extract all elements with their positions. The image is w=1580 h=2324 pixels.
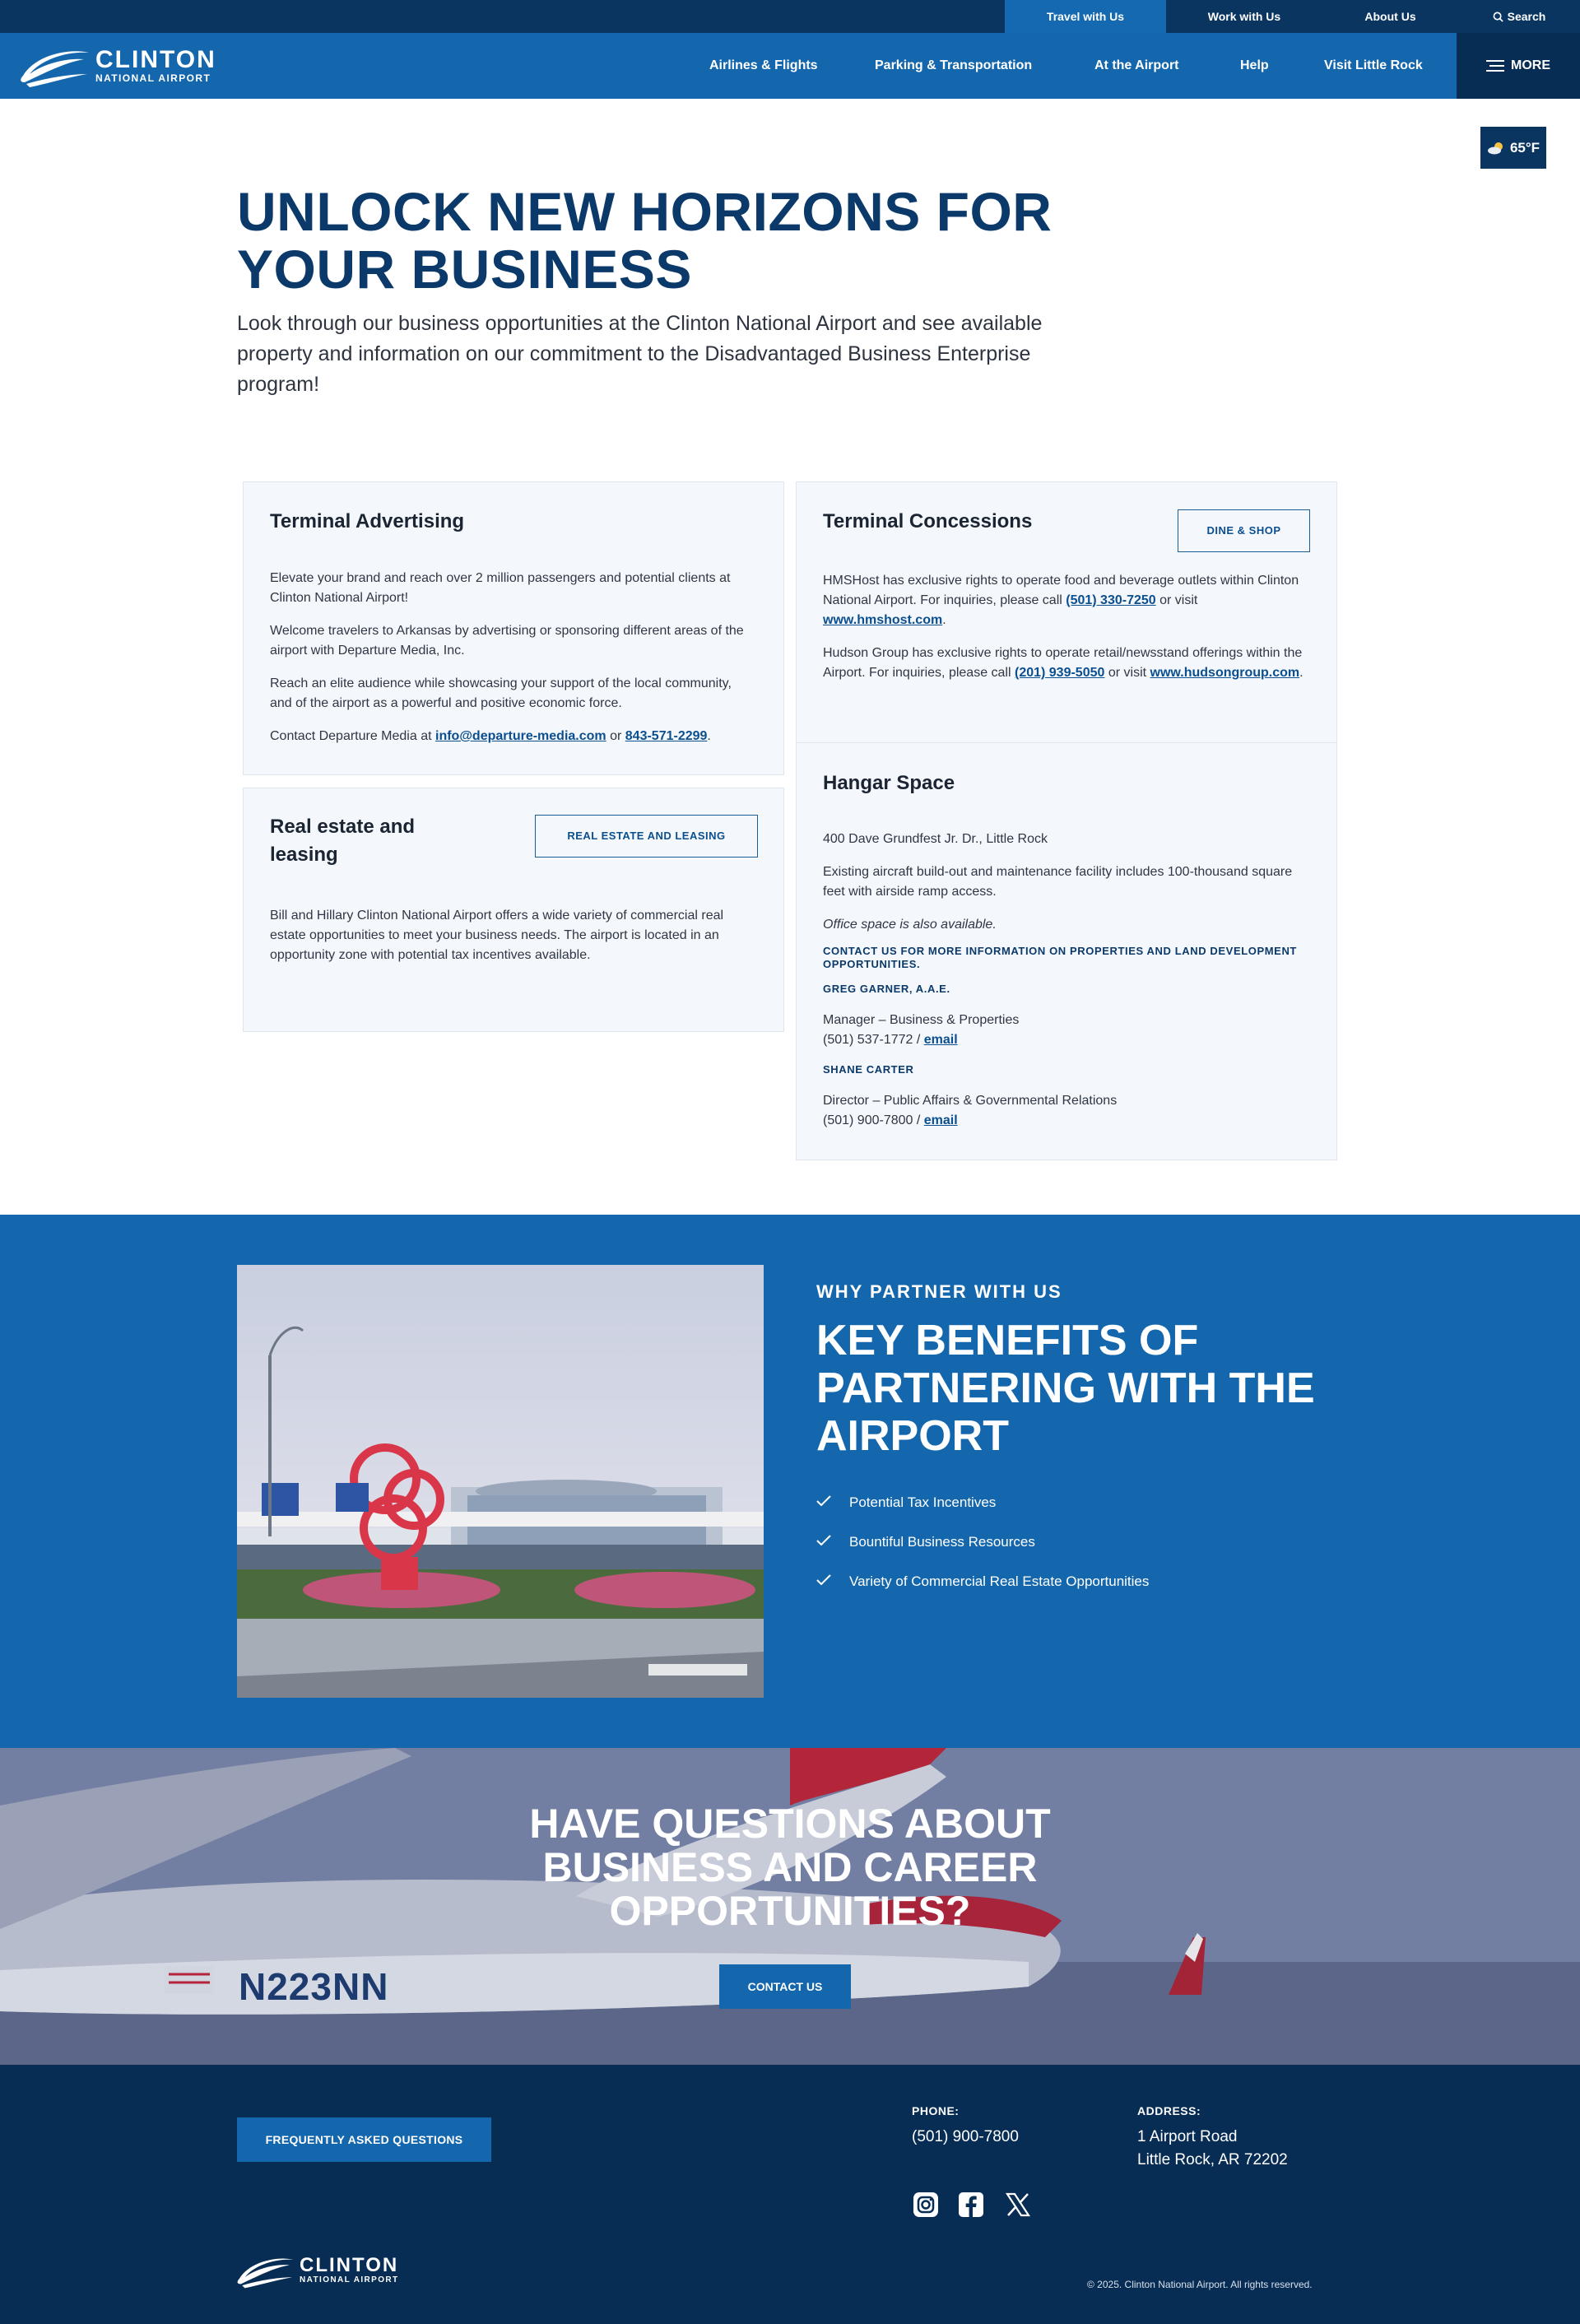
hmshost-text: HMSHost has exclusive rights to operate food and beverage outlets within Clinton National Airport. For inquiries, please call bbox=[823, 574, 1299, 607]
airport-logo[interactable] bbox=[18, 41, 216, 91]
departure-media-phone-link[interactable]: 843-571-2299 bbox=[625, 729, 708, 743]
hangar-address: 400 Dave Grundfest Jr. Dr., Little Rock bbox=[823, 832, 1048, 846]
nav-at-the-airport[interactable]: At the Airport bbox=[1094, 58, 1179, 72]
contact2-email-link[interactable]: email bbox=[923, 1113, 958, 1127]
benefits-title: KEY BENEFITS OF PARTNERING WITH THE AIRPORT bbox=[816, 1317, 1315, 1460]
checkmark-icon bbox=[816, 1494, 849, 1511]
contact1-info bbox=[823, 1011, 1317, 1050]
address-label: ADDRESS: bbox=[1137, 2104, 1201, 2117]
real-estate-body: Bill and Hillary Clinton National Airport offers a wide variety of commercial real estate opportunities to meet your business needs. The airport is located in an opportunity zone with potential tax incentives available. bbox=[270, 909, 724, 962]
logo-subname: NATIONAL AIRPORT bbox=[95, 72, 211, 84]
main-navigation bbox=[0, 33, 1580, 99]
benefit-item bbox=[816, 1522, 1149, 1562]
benefit-label: Variety of Commercial Real Estate Opportunities bbox=[849, 1573, 1150, 1589]
hmshost-phone-link[interactable]: (501) 330-7250 bbox=[1066, 593, 1156, 607]
benefit-item bbox=[816, 1562, 1149, 1601]
checkmark-icon bbox=[816, 1534, 849, 1550]
facebook-icon[interactable] bbox=[957, 2191, 985, 2219]
nav-parking-transportation[interactable]: Parking & Transportation bbox=[875, 58, 1033, 72]
page-intro: Look through our business opportunities at the Clinton National Airport and see available property and information on our commitment to the Disadvantaged Business Enterprise program! bbox=[237, 312, 1043, 396]
search-icon bbox=[1493, 12, 1503, 22]
hudson-website-link[interactable]: www.hudsongroup.com bbox=[1150, 666, 1300, 680]
copyright: © 2025. Clinton National Airport. All rights reserved. bbox=[1087, 2279, 1313, 2290]
more-label: MORE bbox=[1511, 58, 1550, 72]
concessions-hudson bbox=[823, 644, 1317, 683]
hmshost-end: . bbox=[942, 613, 946, 627]
contact1-email-link[interactable]: email bbox=[923, 1033, 958, 1047]
benefit-item bbox=[816, 1483, 1149, 1522]
checkmark-icon bbox=[816, 1573, 849, 1590]
more-menu-button[interactable] bbox=[1457, 33, 1580, 99]
benefit-label: Bountiful Business Resources bbox=[849, 1534, 1035, 1550]
terminal-photo bbox=[237, 1265, 764, 1698]
hamburger-icon bbox=[1486, 60, 1504, 72]
advertising-p2: Welcome travelers to Arkansas by advertising or sponsoring different areas of the airport with Departure Media, Inc. bbox=[270, 624, 744, 658]
advertising-p1: Elevate your brand and reach over 2 million passengers and potential clients at Clinton National Airport! bbox=[270, 571, 731, 605]
utility-bar bbox=[0, 0, 1580, 33]
real-estate-leasing-button[interactable]: REAL ESTATE AND LEASING bbox=[535, 815, 758, 858]
weather-temp: 65°F bbox=[1509, 139, 1540, 156]
real-estate-card bbox=[243, 788, 784, 1032]
hangar-office-note: Office space is also available. bbox=[823, 918, 997, 932]
dine-shop-button[interactable]: DINE & SHOP bbox=[1178, 509, 1310, 552]
hudson-end: . bbox=[1299, 666, 1304, 680]
hangar-card bbox=[796, 742, 1337, 1160]
faq-button[interactable]: FREQUENTLY ASKED QUESTIONS bbox=[237, 2117, 491, 2162]
departure-media-email-link[interactable]: info@departure-media.com bbox=[435, 729, 606, 743]
hmshost-website-link[interactable]: www.hmshost.com bbox=[823, 613, 943, 627]
contact2-phone: (501) 900-7800 / bbox=[823, 1113, 924, 1127]
nav-visit-little-rock[interactable]: Visit Little Rock bbox=[1324, 58, 1423, 72]
logo-name: CLINTON bbox=[95, 46, 216, 73]
page-title: UNLOCK NEW HORIZONS FOR YOUR BUSINESS bbox=[237, 181, 1053, 300]
hmshost-or: or visit bbox=[1155, 593, 1198, 607]
concessions-card bbox=[796, 481, 1337, 743]
advertising-contact-or: or bbox=[606, 729, 625, 743]
logo-swoosh-icon bbox=[18, 41, 92, 91]
contact2-info bbox=[823, 1091, 1317, 1131]
contact2-name: SHANE CARTER bbox=[823, 1063, 914, 1076]
hangar-contact-heading: CONTACT US FOR MORE INFORMATION ON PROPERTIES AND LAND DEVELOPMENT OPPORTUNITIES. bbox=[823, 945, 1297, 970]
sun-cloud-icon bbox=[1487, 142, 1505, 155]
nav-help[interactable]: Help bbox=[1240, 58, 1269, 72]
utility-work-link[interactable]: Work with Us bbox=[1207, 10, 1281, 23]
benefit-label: Potential Tax Incentives bbox=[849, 1494, 997, 1510]
concessions-hmshost bbox=[823, 571, 1317, 630]
footer-logo-subname: NATIONAL AIRPORT bbox=[300, 2275, 399, 2284]
weather-badge[interactable] bbox=[1480, 127, 1546, 169]
utility-search-button[interactable] bbox=[1458, 0, 1580, 33]
advertising-card bbox=[243, 481, 784, 775]
utility-travel-link[interactable]: Travel with Us bbox=[1005, 0, 1166, 33]
logo-swoosh-icon bbox=[235, 2250, 296, 2291]
phone-label: PHONE: bbox=[912, 2104, 960, 2117]
footer-phone[interactable]: (501) 900-7800 bbox=[912, 2128, 1019, 2145]
hangar-description: Existing aircraft build-out and maintenance facility includes 100-thousand square feet with airside ramp access. bbox=[823, 865, 1293, 899]
advertising-contact bbox=[270, 727, 755, 746]
contact1-phone: (501) 537-1772 / bbox=[823, 1033, 924, 1047]
footer-address-line1: 1 Airport Road bbox=[1137, 2128, 1238, 2145]
contact1-name: GREG GARNER, A.A.E. bbox=[823, 983, 950, 995]
contact2-role: Director – Public Affairs & Governmental Relations bbox=[823, 1094, 1118, 1108]
real-estate-title: Real estate and leasing bbox=[270, 816, 416, 866]
instagram-icon[interactable] bbox=[912, 2191, 940, 2219]
benefits-eyebrow: WHY PARTNER WITH US bbox=[816, 1281, 1062, 1302]
contact1-role: Manager – Business & Properties bbox=[823, 1013, 1020, 1027]
advertising-title: Terminal Advertising bbox=[270, 510, 465, 532]
advertising-p3: Reach an elite audience while showcasing your support of the local community, and of the airport as a powerful and positive economic force. bbox=[270, 676, 732, 710]
footer-logo[interactable] bbox=[235, 2250, 399, 2291]
nav-airlines-flights[interactable]: Airlines & Flights bbox=[709, 58, 818, 72]
questions-title: HAVE QUESTIONS ABOUT BUSINESS AND CAREER OPPORTUNITIES? bbox=[529, 1801, 1051, 1934]
hangar-title: Hangar Space bbox=[823, 772, 955, 794]
benefits-list bbox=[816, 1483, 1149, 1601]
contact-us-button[interactable]: CONTACT US bbox=[719, 1964, 851, 2009]
x-icon[interactable] bbox=[1004, 2191, 1032, 2219]
hudson-or: or visit bbox=[1104, 666, 1150, 680]
footer-address-line2: Little Rock, AR 72202 bbox=[1137, 2151, 1288, 2168]
hudson-text: Hudson Group has exclusive rights to operate retail/newsstand offerings within the Airport. For inquiries, please call bbox=[823, 646, 1303, 680]
aircraft-tail-number: N223NN bbox=[239, 1965, 389, 2008]
advertising-contact-end: . bbox=[707, 729, 711, 743]
search-label: Search bbox=[1507, 10, 1546, 23]
concessions-title: Terminal Concessions bbox=[823, 510, 1033, 532]
hudson-phone-link[interactable]: (201) 939-5050 bbox=[1014, 666, 1105, 680]
advertising-contact-text: Contact Departure Media at bbox=[270, 729, 435, 743]
footer-logo-name: CLINTON bbox=[300, 2254, 399, 2276]
utility-about-link[interactable]: About Us bbox=[1364, 10, 1416, 23]
